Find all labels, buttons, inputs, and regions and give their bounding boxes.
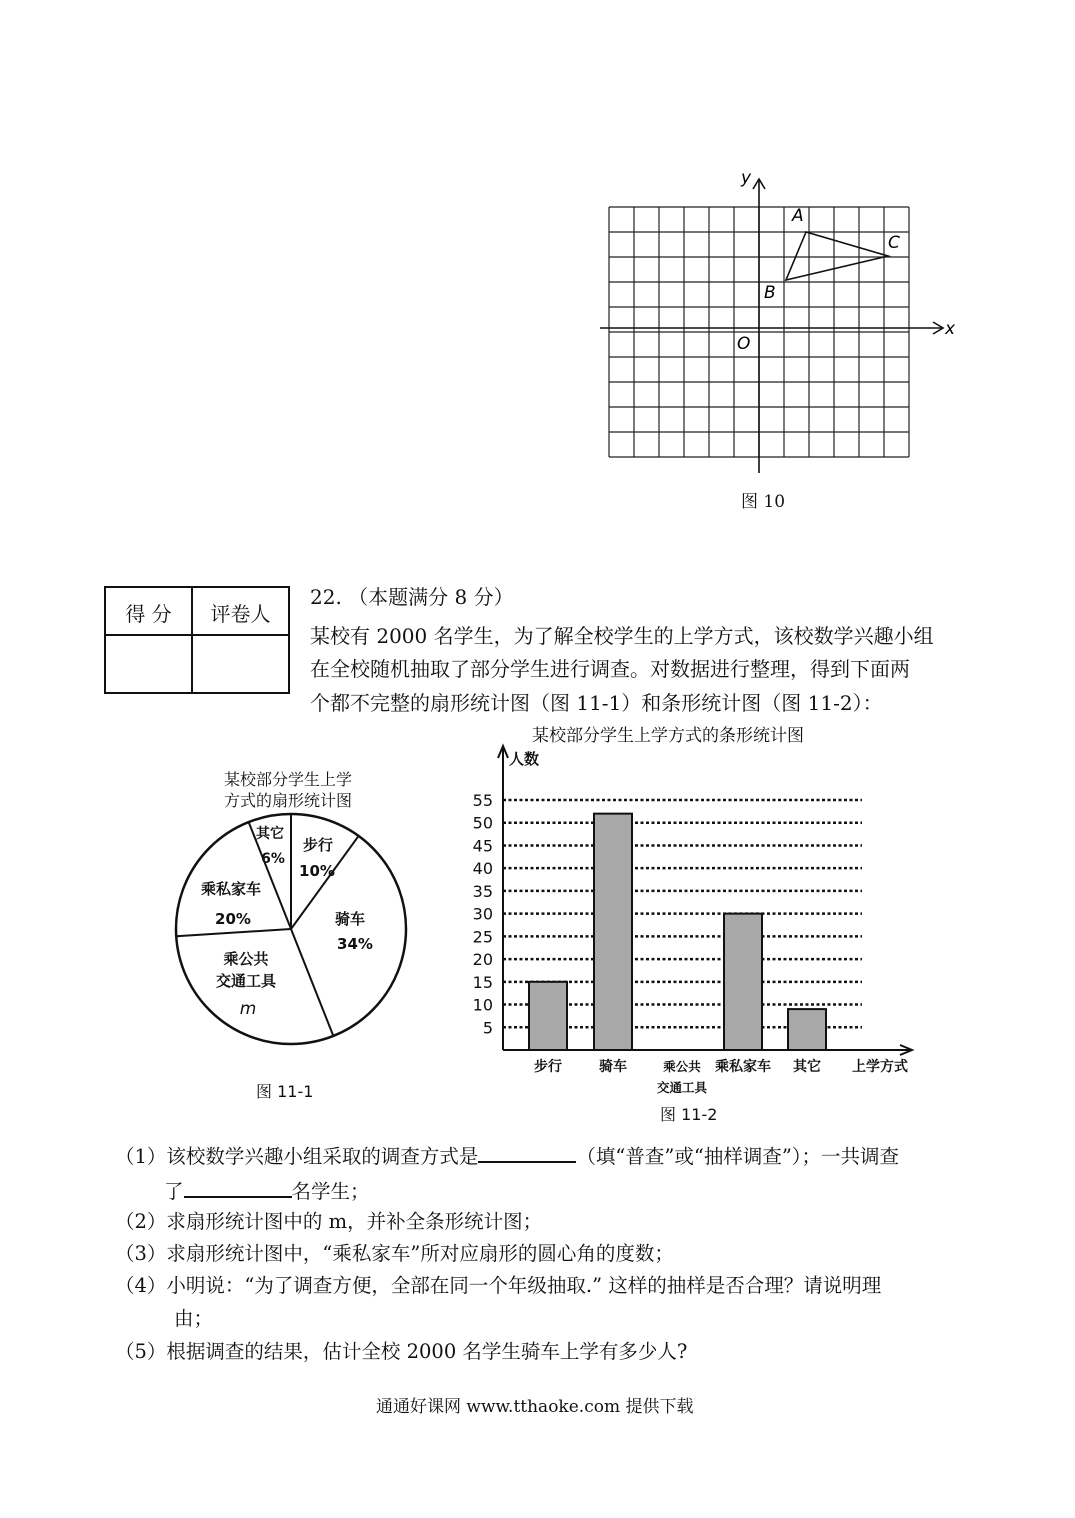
problem-heading: 22. （本题满分 8 分） bbox=[310, 585, 514, 609]
score-table bbox=[104, 586, 290, 694]
y-tick-label: 55 bbox=[472, 791, 493, 810]
label-point-a: A bbox=[792, 206, 804, 226]
pie-chart-title bbox=[178, 769, 398, 811]
grader-header: 评卷人 bbox=[210, 602, 271, 626]
y-tick-label: 45 bbox=[472, 836, 493, 856]
pie-slice-label: 骑车 bbox=[334, 910, 366, 928]
y-tick-label: 30 bbox=[472, 904, 493, 924]
pie-chart-caption: 图 11-1 bbox=[256, 1082, 314, 1101]
pie-slice-boundary bbox=[176, 929, 291, 936]
pie-slice-value: 6% bbox=[261, 851, 285, 867]
pie-slice-label: 乘公共 bbox=[223, 950, 269, 968]
pie-slice-label: 步行 bbox=[302, 836, 334, 854]
y-tick-label: 20 bbox=[472, 950, 493, 970]
pie-slice-value: m bbox=[239, 999, 257, 1019]
y-tick-label: 25 bbox=[472, 927, 493, 947]
question-1-text: 了 bbox=[164, 1180, 184, 1203]
question-4-continued: 由； bbox=[174, 1307, 214, 1330]
question-1-text: （填“普查”或“抽样调查”）；一共调查 bbox=[576, 1145, 900, 1168]
x-category-label: 骑车 bbox=[599, 1059, 627, 1075]
y-tick-label: 50 bbox=[472, 813, 493, 833]
bar-chart-caption: 图 11-2 bbox=[660, 1105, 718, 1124]
y-axis-label: 人数 bbox=[509, 750, 540, 768]
label-x: x bbox=[945, 319, 956, 339]
pie-slice-label: 交通工具 bbox=[215, 972, 277, 990]
problem-intro-line: 个都不完整的扇形统计图（图 11-1）和条形统计图（图 11-2）： bbox=[310, 691, 883, 715]
pie-slice-label: 乘私家车 bbox=[200, 880, 262, 898]
label-origin: O bbox=[737, 334, 751, 354]
footer-text: 通通好课网 www.tthaoke.com 提供下载 bbox=[376, 1397, 694, 1417]
y-tick-label: 35 bbox=[472, 881, 493, 901]
figure-10-caption: 图 10 bbox=[741, 492, 786, 512]
question-1-text: （1）该校数学兴趣小组采取的调查方式是 bbox=[115, 1145, 479, 1168]
x-category-label: 乘私家车 bbox=[715, 1059, 771, 1075]
pie-slice-label: 其它 bbox=[256, 826, 284, 842]
pie-chart-title-line: 方式的扇形统计图 bbox=[223, 791, 352, 810]
table-divider bbox=[106, 634, 288, 636]
bar bbox=[529, 982, 567, 1050]
bar-chart-title: 某校部分学生上学方式的条形统计图 bbox=[532, 726, 804, 746]
pie-chart-title-line: 某校部分学生上学 bbox=[223, 770, 352, 789]
score-header: 得 分 bbox=[125, 602, 172, 626]
pie-chart bbox=[160, 808, 420, 1048]
label-y: y bbox=[741, 168, 752, 188]
label-point-b: B bbox=[764, 283, 776, 303]
x-category-label: 交通工具 bbox=[656, 1080, 708, 1095]
question-2: （2）求扇形统计图中的 m，并补全条形统计图； bbox=[115, 1210, 543, 1233]
problem-intro-line: 在全校随机抽取了部分学生进行调查。对数据进行整理，得到下面两 bbox=[310, 657, 910, 681]
x-category-label: 乘公共 bbox=[663, 1059, 701, 1074]
x-axis-label: 上学方式 bbox=[852, 1059, 908, 1075]
x-category-label: 其它 bbox=[793, 1059, 821, 1075]
bar bbox=[724, 914, 762, 1050]
question-3: （3）求扇形统计图中，“乘私家车”所对应扇形的圆心角的度数； bbox=[115, 1242, 674, 1265]
bar-chart bbox=[460, 740, 930, 1100]
answer-blank[interactable] bbox=[184, 1174, 292, 1198]
y-tick-label: 10 bbox=[472, 995, 493, 1015]
label-point-c: C bbox=[888, 233, 900, 253]
question-1-text: 名学生； bbox=[291, 1180, 370, 1203]
figure-10-coordinate-grid bbox=[595, 165, 965, 475]
y-tick-label: 40 bbox=[472, 859, 493, 879]
answer-blank[interactable] bbox=[478, 1139, 576, 1163]
pie-slice-value: 34% bbox=[337, 935, 373, 953]
question-5: （5）根据调查的结果，估计全校 2000 名学生骑车上学有多少人? bbox=[115, 1340, 688, 1363]
pie-slice-value: 20% bbox=[215, 910, 251, 928]
question-1 bbox=[115, 1139, 899, 1173]
bar bbox=[594, 814, 632, 1050]
triangle-abc bbox=[786, 232, 888, 280]
bar bbox=[788, 1009, 826, 1050]
pie-slice-boundary bbox=[291, 929, 333, 1036]
question-4: （4）小明说：“为了调查方便，全部在同一个年级抽取.” 这样的抽样是否合理？请说明理 bbox=[115, 1274, 882, 1297]
y-tick-label: 5 bbox=[482, 1018, 493, 1038]
problem-intro-line: 某校有 2000 名学生，为了解全校学生的上学方式，该校数学兴趣小组 bbox=[310, 624, 934, 648]
y-tick-label: 15 bbox=[472, 972, 493, 992]
question-1-continued bbox=[164, 1174, 370, 1208]
pie-slice-value: 10% bbox=[299, 862, 335, 880]
x-category-label: 步行 bbox=[534, 1059, 562, 1075]
